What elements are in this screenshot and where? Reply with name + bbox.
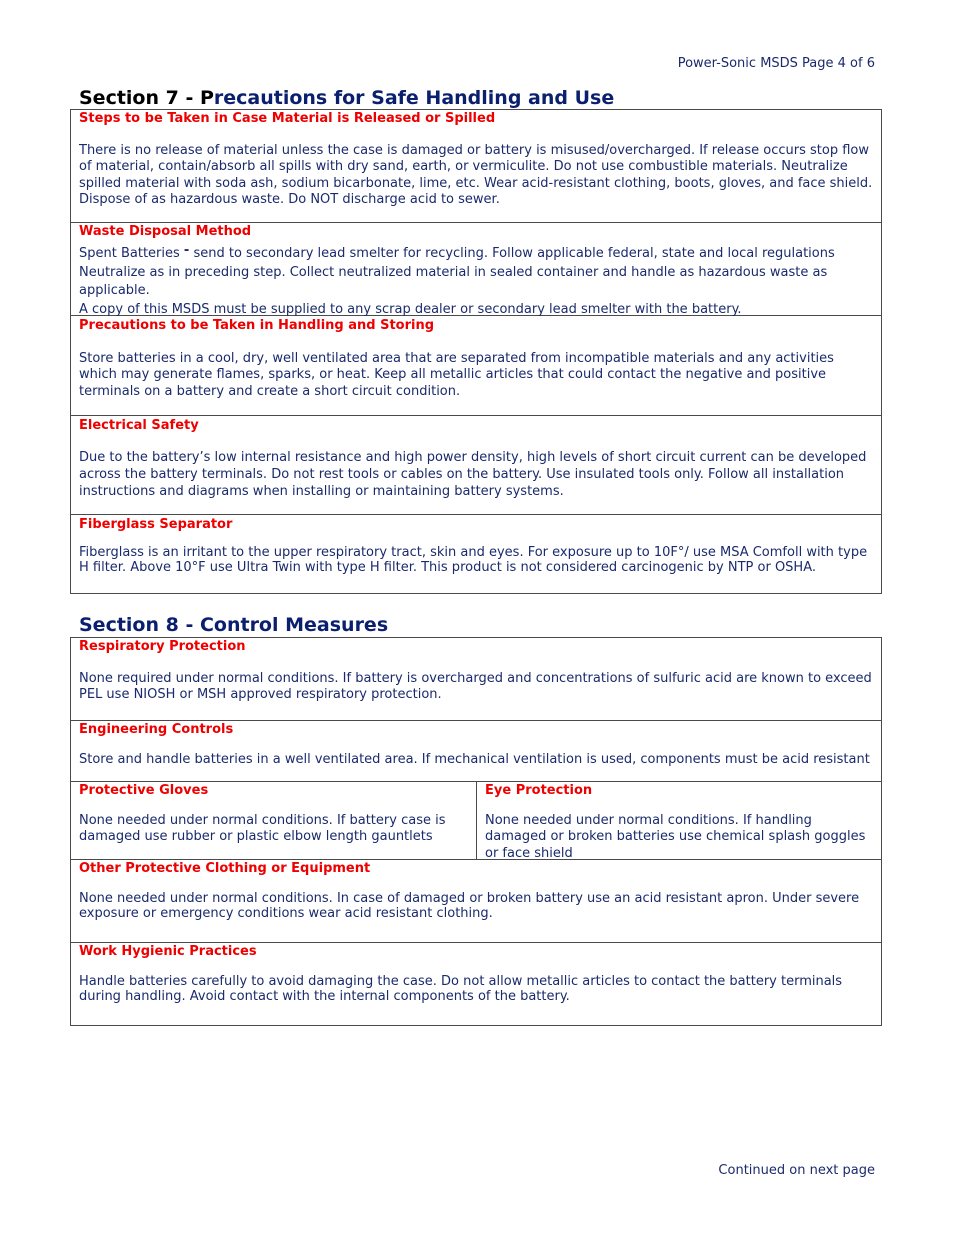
waste-body [79,245,873,319]
respiratory-body: None required under normal conditions. If battery is overcharged and concentrations of sulfuric acid are known to exceed PEL use NIOSH or MSH approved respiratory protection. [79,671,872,703]
spill-body: There is no release of material unless the case is damaged or battery is misused/overcharged. If release occurs stop flow of material, contain/absorb all spills with dry sand, earth, or vermiculite. Do not use combustible materials. Neutralize spilled material with soda ash, sodium bicarbonate, lime, etc. Wear acid-resistant clothing, boots, gloves, and face shield. Dispose of as hazardous waste. Do NOT discharge acid to sewer. [79,143,873,207]
waste-line-2: Neutralize as in preceding step. Collect neutralized material in sealed container and handle as hazardous waste as applicable. [79,264,828,298]
section-7-title-rest: recautions for Safe Handling and Use [213,87,615,109]
section-7-title [79,87,614,109]
waste-line-1a: Spent Batteries [79,246,180,261]
gloves-eye-row [71,782,881,860]
waste-cell [71,223,881,316]
hygiene-body: Handle batteries carefully to avoid damaging the case. Do not allow metallic articles to contact the battery terminals during handling. Avoid contact with the internal components of the battery. [79,974,843,1005]
section-8-box [70,637,882,1026]
hygiene-heading: Work Hygienic Practices [79,944,257,959]
engineering-heading: Engineering Controls [79,722,234,737]
eye-body: None needed under normal conditions. If handling damaged or broken batteries use chemical splash goggles or face shield [485,813,866,861]
waste-heading: Waste Disposal Method [79,224,252,239]
gloves-cell [71,782,476,859]
storing-heading: Precautions to be Taken in Handling and Storing [79,318,435,333]
section-8-title: Section 8 - Control Measures [79,614,389,636]
engineering-body: Store and handle batteries in a well ventilated area. If mechanical ventilation is used, components must be acid resistant [79,752,870,767]
electrical-cell [71,416,881,515]
clothing-cell [71,860,881,943]
waste-line-3: A copy of this MSDS must be supplied to any scrap dealer or secondary lead smelter with the battery. [79,301,742,317]
respiratory-heading: Respiratory Protection [79,639,246,654]
respiratory-cell [71,638,881,721]
hygiene-cell [71,943,881,1025]
waste-dash: - [183,243,190,258]
fiberglass-cell [71,515,881,593]
gloves-heading: Protective Gloves [79,783,209,798]
clothing-body: None needed under normal conditions. In case of damaged or broken battery use an acid resistant apron. Under severe exposure or emergency conditions wear acid resistant clothing. [79,891,860,922]
waste-line-1 [79,245,873,264]
eye-cell [476,782,881,859]
continued-footer: Continued on next page [718,1163,875,1178]
clothing-heading: Other Protective Clothing or Equipment [79,861,371,876]
storing-body: Store batteries in a cool, dry, well ventilated area that are separated from incompatible materials and any activities which may generate flames, sparks, or heat. Keep all metallic articles that could contact the negative and positive terminals on a battery and create a short circuit condition. [79,351,834,399]
storing-cell [71,316,881,416]
engineering-cell [71,721,881,782]
page-header: Power-Sonic MSDS Page 4 of 6 [677,56,875,71]
fiberglass-heading: Fiberglass Separator [79,517,233,532]
spill-heading: Steps to be Taken in Case Material is Released or Spilled [79,111,496,126]
electrical-body: Due to the battery’s low internal resistance and high power density, high levels of short circuit current can be developed across the battery terminals. Do not rest tools or cables on the battery. Use insulated tools only. Follow all installation instructions and diagrams when installing or maintaining battery systems. [79,450,867,499]
eye-heading: Eye Protection [485,783,593,798]
waste-line-1b: send to secondary lead smelter for recycling. Follow applicable federal, state and local regulations [193,246,835,261]
spill-cell [71,110,881,223]
section-7-box [70,109,882,594]
electrical-heading: Electrical Safety [79,418,199,433]
fiberglass-body: Fiberglass is an irritant to the upper respiratory tract, skin and eyes. For exposure up to 10F°/ use MSA Comfoll with type H filter. Above 10°F use Ultra Twin with type H filter. This product is not considered carcinogenic by NTP or OSHA. [79,545,868,575]
section-7-title-prefix: Section 7 - P [79,87,214,109]
gloves-body: None needed under normal conditions. If battery case is damaged use rubber or plastic elbow length gauntlets [79,813,446,845]
